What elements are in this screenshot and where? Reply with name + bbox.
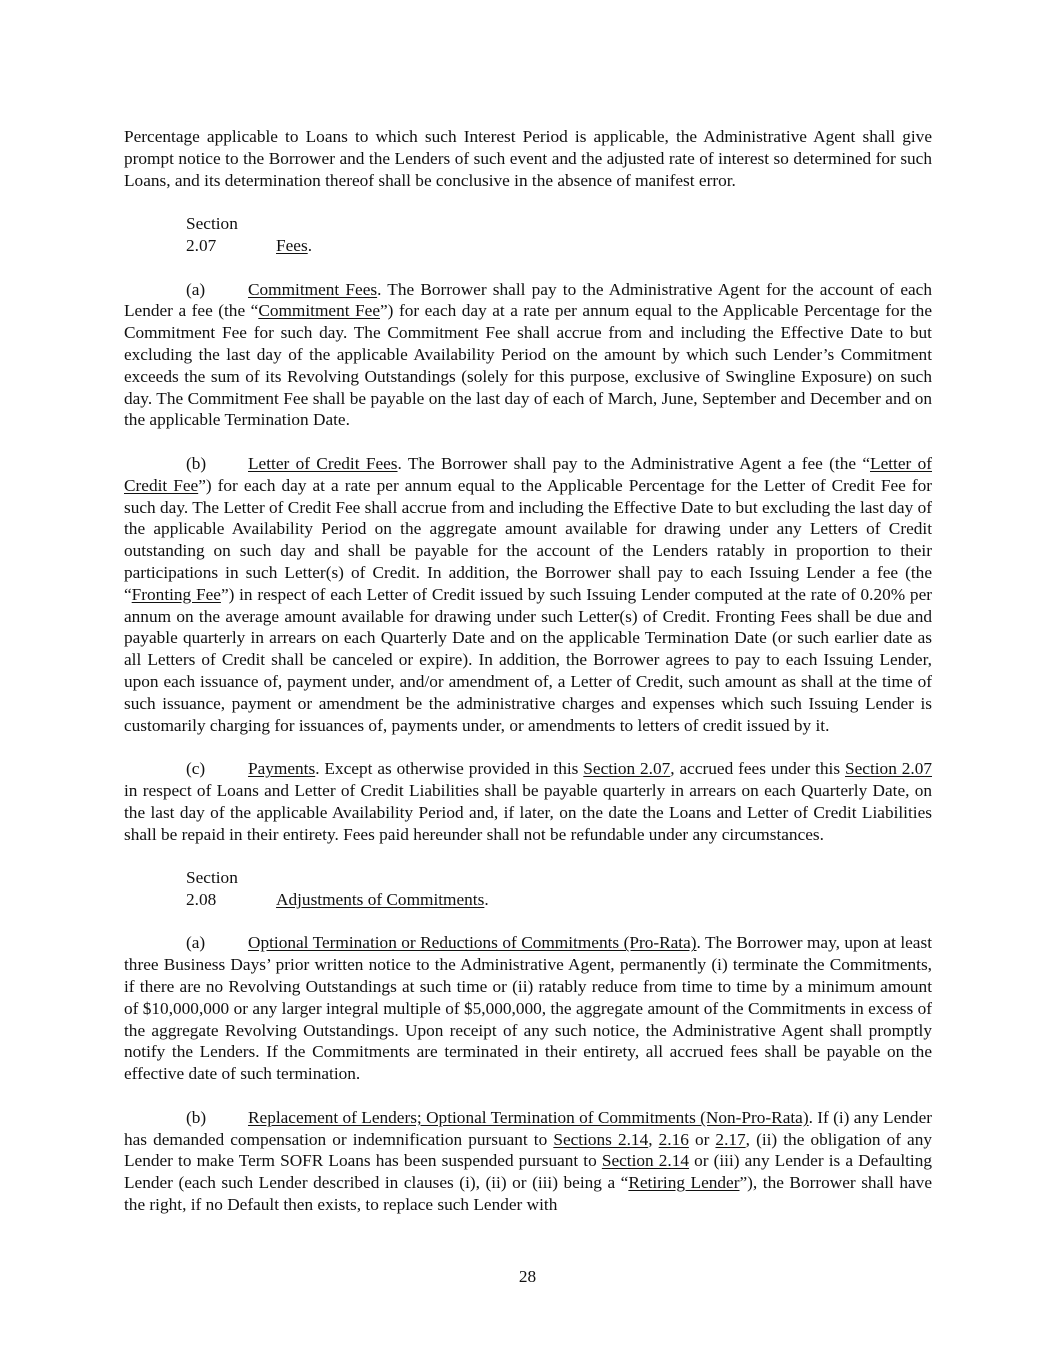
section-title: Fees [276,235,308,255]
section-2-08-heading: Section 2.08 Adjustments of Commitments. [186,868,489,909]
section-reference: Section 2.07 [845,759,932,779]
clause-number: (b) [186,453,207,473]
clause-heading: Optional Termination or Reductions of Commitments (Pro-Rata) [248,933,697,953]
section-reference: Sections 2.14 [553,1129,649,1149]
clause-heading: Commitment Fees [248,279,378,299]
clause-number: (b) [186,1107,207,1127]
section-2-07-heading: Section 2.07 Fees. [186,214,313,255]
clause-2-08-a: (a) Optional Termination or Reductions of Commitments (Pro-Rata). The Borrower may, upon at least three Business Days’ prior written notice to the Administrative Agent, permanently (i) terminate the Commitments, if there are no Revolving Outstandings at such time or (ii) ratably reduce from time to time by a minimum amount of $10,000,000 or any larger integral multiple of $5,000,000, the aggregate amount of the Commitments in excess of the aggregate Revolving Outstandings. Upon receipt of any such notice, the Administrative Agent shall promptly notify the Lenders. If the Commitments are terminated in their entirety, all accrued fees shall be payable on the effective date of such termination. [124,933,933,1084]
clause-2-07-b: (b) Letter of Credit Fees. The Borrower shall pay to the Administrative Agent a fee (the “Letter of Credit Fee”) for each day at a rate per annum equal to the Applicable Percentage for the Letter of Credit Fee for such day. The Letter of Credit Fee shall accrue from and including the Effective Date to but excluding the last day of the applicable Availability Period on the aggregate amount available for drawing under any Letters of Credit outstanding on such day and shall be payable for the account of the Lenders ratably in proportion to their participations in such Letter(s) of Credit. In addition, the Borrower shall pay to each Issuing Lender a fee (the “Fronting Fee”) in respect of each Letter of Credit issued by such Issuing Lender computed at the rate of 0.20% per annum on the average amount available for drawing under such Letter(s) of Credit. Fronting Fees shall be due and payable quarterly in arrears on each Quarterly Date and on the applicable Termination Date (or such earlier date as all Letters of Credit shall be canceled or expire). In addition, the Borrower agrees to pay to each Issuing Lender, upon each issuance of, payment under, and/or amendment of, a Letter of Credit, such amount as shall at the time of such issuance, payment or amendment be the administrative charges and expenses which such Issuing Lender is customarily charging for issuances of, payments under, or amendments to letters of credit issued by it. [124,453,932,735]
clause-2-08-b: (b) Replacement of Lenders; Optional Termination of Commitments (Non-Pro-Rata). If (i) any Lender has demanded compensation or indemnification pursuant to Sections 2.14, 2.16 or 2.17, (ii) the obligation of any Lender to make Term SOFR Loans has been suspended pursuant to Section 2.14 or (iii) any Lender is a Defaulting Lender (each such Lender described in clauses (i), (ii) or (iii) being a “Retiring Lender”), the Borrower shall have the right, if no Default then exists, to replace such Lender with [124,1107,933,1215]
clause-heading: Replacement of Lenders; Optional Termination of Commitments (Non-Pro-Rata) [248,1107,809,1127]
section-number: Section 2.07 [186,214,238,255]
clause-2-07-a: (a) Commitment Fees. The Borrower shall pay to the Administrative Agent for the account of each Lender a fee (the “Commitment Fee”) for each day at a rate per annum equal to the Applicable Percentage for the Commitment Fee for such day. The Commitment Fee shall accrue from and including the Effective Date to but excluding the last day of the applicable Availability Period on the amount by which such Lender’s Commitment exceeds the sum of its Revolving Outstandings (solely for this purpose, exclusive of Swingline Exposure) on such day. The Commitment Fee shall be payable on the last day of each of March, June, September and December and on the applicable Termination Date. [124,279,932,430]
defined-term: Letter of Credit Fee [124,453,932,495]
page-number: 28 [518,1267,537,1286]
document-page [124,126,932,1216]
clause-heading: Payments [248,759,316,779]
defined-term: Fronting Fee [131,584,221,604]
section-reference: Section 2.14 [601,1151,690,1171]
section-title: Adjustments of Commitments [276,889,485,909]
section-number: Section 2.08 [186,868,238,909]
section-reference: 2.16 [658,1129,689,1149]
defined-term: Commitment Fee [258,301,380,321]
clause-number: (a) [186,933,206,953]
section-reference: Section 2.07 [583,759,671,779]
section-reference: 2.17 [715,1129,746,1149]
clause-heading: Letter of Credit Fees [248,453,398,473]
paragraph-text: Percentage applicable to Loans to which such Interest Period is applicable, the Administrative Agent shall give prompt notice to the Borrower and the Lenders of such event and the adjusted rate of interest so determined for such Loans, and its determination thereof shall be conclusive in the absence of manifest error. [124,127,932,190]
defined-term: Retiring Lender [628,1173,740,1193]
clause-2-07-c: (c) Payments. Except as otherwise provided in this Section 2.07, accrued fees under this Section 2.07 in respect of Loans and Letter of Credit Liabilities shall be payable quarterly in arrears on each Quarterly Date, on the last day of the applicable Availability Period and, if later, on the date the Loans and Letter of Credit Liabilities shall be repaid in their entirety. Fees paid hereunder shall not be refundable under any circumstances. [124,759,932,844]
paragraph-continuation [124,126,932,191]
clause-number: (a) [186,279,206,299]
clause-number: (c) [186,759,206,779]
